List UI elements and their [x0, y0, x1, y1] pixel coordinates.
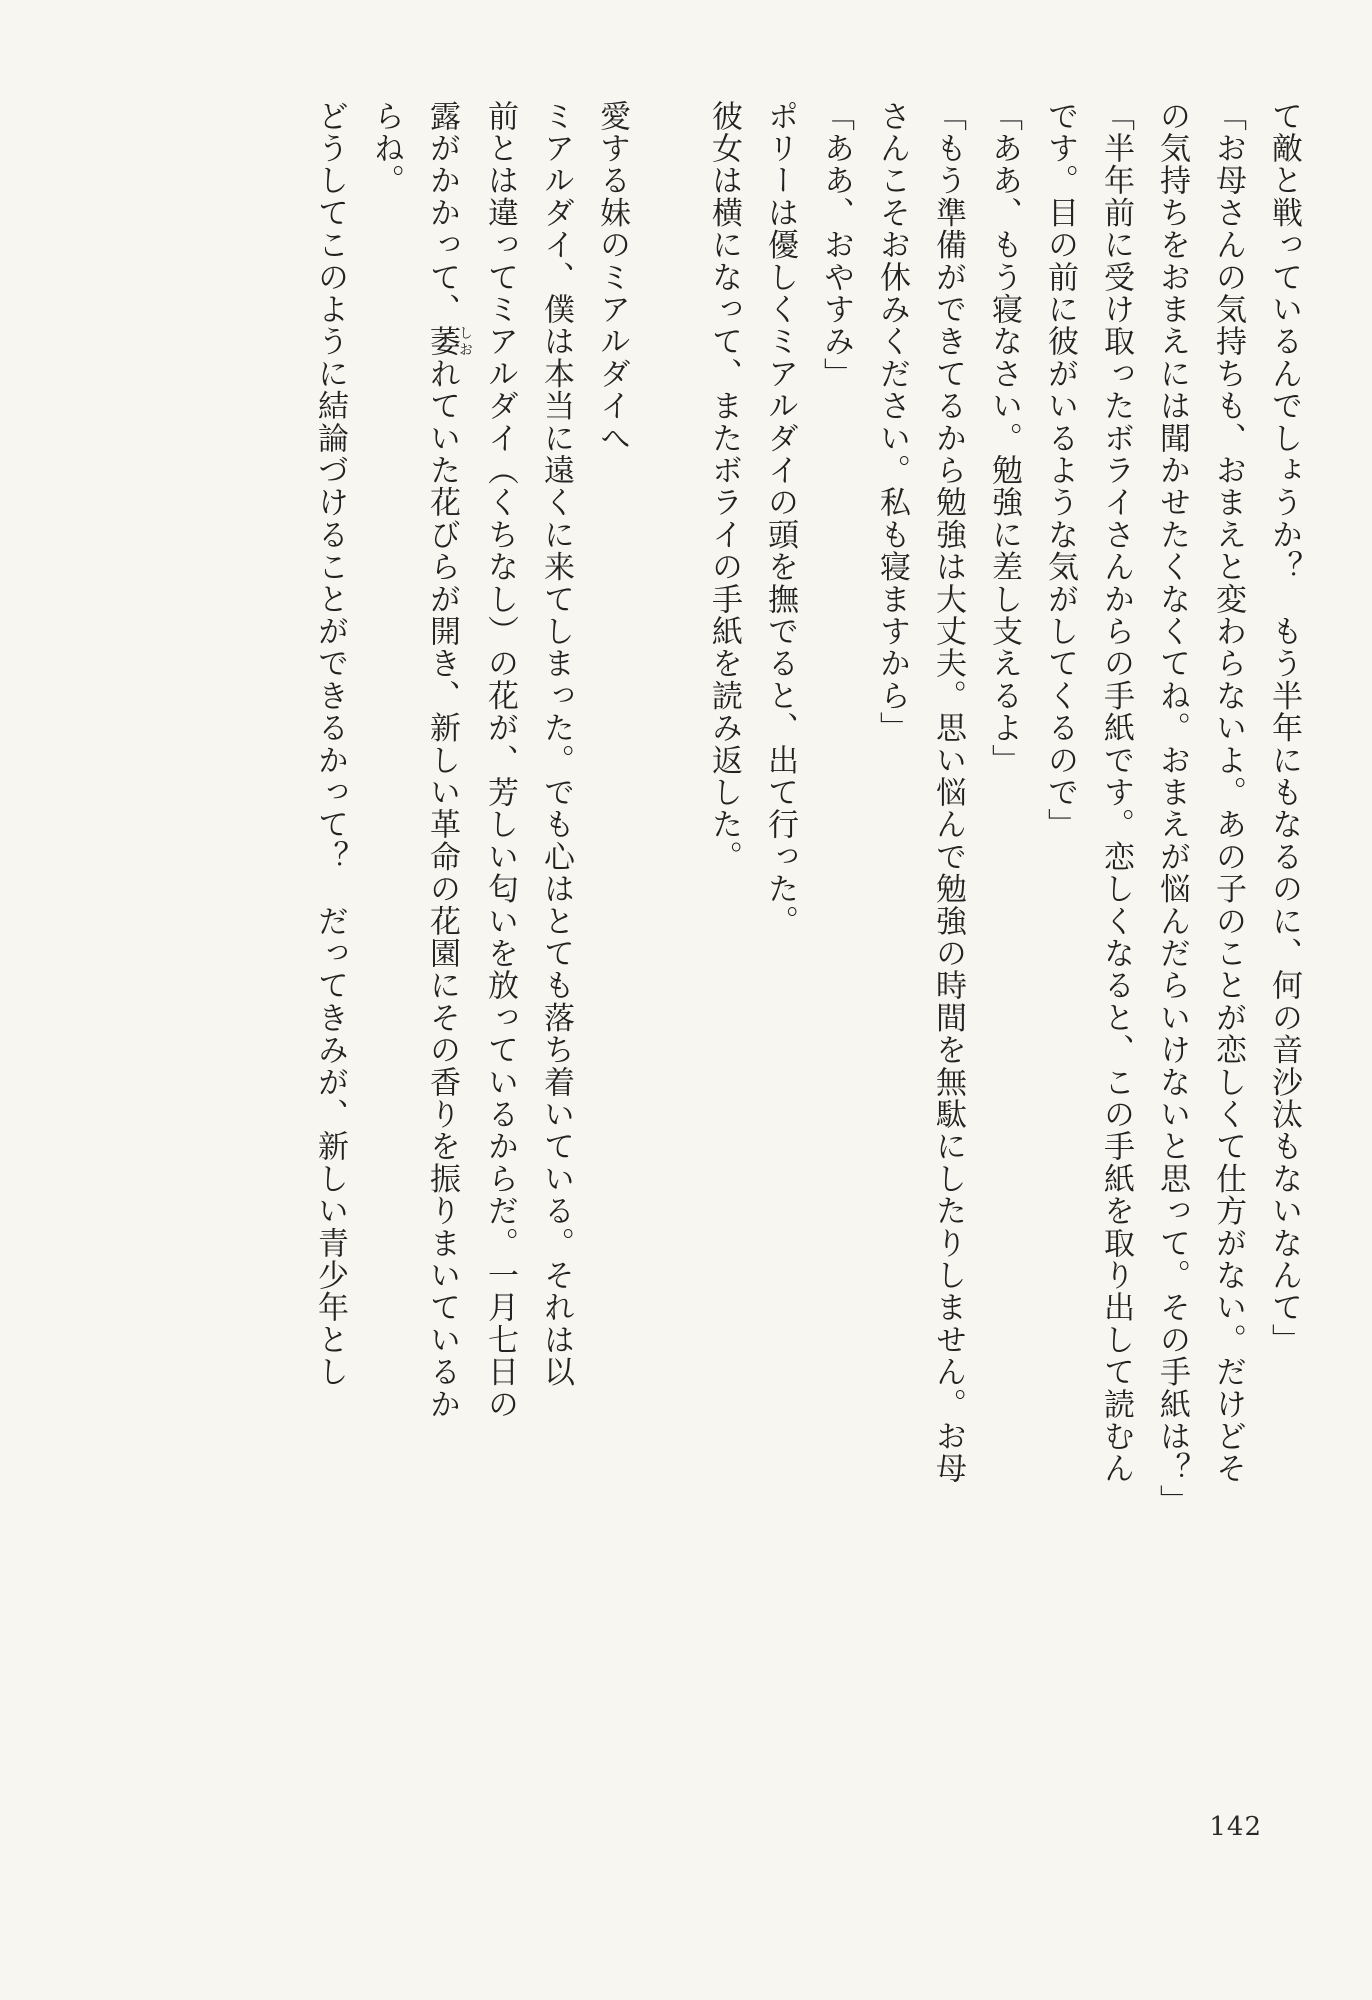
text-line: て敵と戦っているんでしょうか？ もう半年にもなるのに、何の音沙汰もないなんて」 — [1266, 100, 1302, 1356]
page-number: 142 — [1209, 1812, 1262, 1842]
letter-line: ミアルダイ、僕は本当に遠くに来てしまった。でも心はとても落ち着いている。それは以 — [538, 100, 574, 1388]
text-fragment: 露がかかって、 — [424, 100, 460, 326]
text-line: 「ああ、もう寝なさい。勉強に差し支えるよ」 — [986, 100, 1022, 777]
text-line: ポリーは優しくミアルダイの頭を撫でると、出て行った。 — [762, 100, 798, 938]
text-line: 「もう準備ができてるから勉強は大丈夫。思い悩んで勉強の時間を無駄にしたりしません。お母 — [930, 100, 966, 1485]
text-line: さんこそお休みください。私も寝ますから」 — [874, 100, 910, 744]
ruby-base: 萎 — [424, 325, 460, 358]
text-line: です。目の前に彼がいるような気がしてくるので」 — [1042, 100, 1078, 841]
text-line: 彼女は横になって、またボライの手紙を読み返した。 — [706, 100, 742, 873]
text-line: 「半年前に受け取ったボライさんからの手紙です。恋しくなると、この手紙を取り出して読むん — [1098, 100, 1134, 1485]
vertical-text-body — [302, 100, 1312, 1750]
text-line: 「お母さんの気持ちも、おまえと変わらないよ。あの子のことが恋しくて仕方がない。だけどそ — [1210, 100, 1246, 1485]
section-gap — [640, 100, 696, 1750]
ruby-annotation — [424, 325, 473, 358]
letter-line: どうしてこのように結論づけることができるかって？ だってきみが、新しい青少年とし — [312, 100, 348, 1388]
text-fragment: れていた花びらが開き、新しい革命の花園にその香りを振りまいているか — [424, 357, 460, 1421]
letter-line: 前とは違ってミアルダイ（くちなし）の花が、芳しい匂いを放っているからだ。一月七日の — [482, 100, 518, 1421]
ruby-reading: しお — [457, 325, 473, 358]
letter-salutation: 愛する妹のミアルダイへ — [594, 100, 630, 455]
text-line: の気持ちをおまえには聞かせたくなくてね。おまえが悩んだらいけないと思って。その手紙は？」 — [1154, 100, 1190, 1517]
text-line: 「ああ、おやすみ」 — [818, 100, 854, 390]
letter-line — [414, 100, 472, 1750]
letter-line: らね。 — [368, 100, 404, 197]
